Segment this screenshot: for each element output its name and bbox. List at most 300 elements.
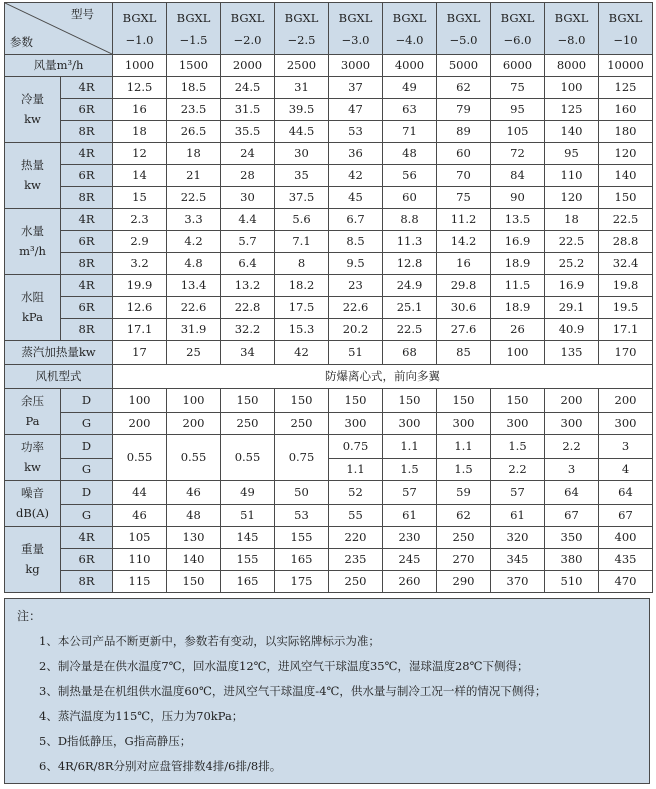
value-cell: 100 bbox=[545, 77, 599, 99]
sub-label: 6R bbox=[61, 165, 113, 187]
value-cell: 32.2 bbox=[221, 319, 275, 341]
value-cell: 0.75 bbox=[329, 435, 383, 459]
sub-label: 4R bbox=[61, 527, 113, 549]
model-header-cell bbox=[491, 3, 545, 55]
value-cell: 1.5 bbox=[491, 435, 545, 459]
model-name: BGXL −1.5 bbox=[176, 10, 211, 47]
value-cell: 34 bbox=[221, 341, 275, 365]
value-cell: 290 bbox=[437, 571, 491, 593]
table-row bbox=[5, 389, 653, 413]
value-cell: 16 bbox=[437, 253, 491, 275]
value-cell: 100 bbox=[167, 389, 221, 413]
value-cell: 44.5 bbox=[275, 121, 329, 143]
value-cell: 61 bbox=[383, 505, 437, 527]
fan-type-label: 风机型式 bbox=[5, 365, 113, 389]
value-cell: 75 bbox=[437, 187, 491, 209]
value-cell: 165 bbox=[275, 549, 329, 571]
value-cell: 57 bbox=[491, 481, 545, 505]
value-cell: 17 bbox=[113, 341, 167, 365]
model-name: BGXL −6.0 bbox=[500, 10, 535, 47]
value-cell: 46 bbox=[167, 481, 221, 505]
value-cell: 110 bbox=[113, 549, 167, 571]
sub-label: D bbox=[61, 435, 113, 459]
sub-label: 8R bbox=[61, 253, 113, 275]
value-cell: 75 bbox=[491, 77, 545, 99]
value-cell: 150 bbox=[491, 389, 545, 413]
sub-label: D bbox=[61, 481, 113, 505]
value-cell: 95 bbox=[545, 143, 599, 165]
spec-sheet bbox=[4, 2, 652, 593]
sub-label: 4R bbox=[61, 275, 113, 297]
value-cell-merged: 0.75 bbox=[275, 435, 329, 481]
value-cell: 67 bbox=[599, 505, 653, 527]
value-cell: 11.3 bbox=[383, 231, 437, 253]
value-cell: 19.8 bbox=[599, 275, 653, 297]
value-cell: 2500 bbox=[275, 55, 329, 77]
value-cell: 26 bbox=[491, 319, 545, 341]
value-cell: 18.2 bbox=[275, 275, 329, 297]
table-row bbox=[5, 275, 653, 297]
value-cell: 300 bbox=[599, 413, 653, 435]
value-cell: 13.4 bbox=[167, 275, 221, 297]
sub-label: 4R bbox=[61, 209, 113, 231]
value-cell: 22.5 bbox=[599, 209, 653, 231]
value-cell-merged: 0.55 bbox=[167, 435, 221, 481]
value-cell: 64 bbox=[545, 481, 599, 505]
value-cell: 510 bbox=[545, 571, 599, 593]
value-cell: 39.5 bbox=[275, 99, 329, 121]
value-cell: 31.5 bbox=[221, 99, 275, 121]
value-cell: 5000 bbox=[437, 55, 491, 77]
value-cell: 45 bbox=[329, 187, 383, 209]
model-name: BGXL −2.0 bbox=[230, 10, 265, 47]
table-row bbox=[5, 209, 653, 231]
value-cell: 1500 bbox=[167, 55, 221, 77]
value-cell: 16 bbox=[113, 99, 167, 121]
value-cell: 31.9 bbox=[167, 319, 221, 341]
value-cell: 67 bbox=[545, 505, 599, 527]
sub-label: 6R bbox=[61, 99, 113, 121]
value-cell-merged: 0.55 bbox=[221, 435, 275, 481]
value-cell: 27.6 bbox=[437, 319, 491, 341]
value-cell: 47 bbox=[329, 99, 383, 121]
value-cell: 8.8 bbox=[383, 209, 437, 231]
value-cell: 13.5 bbox=[491, 209, 545, 231]
value-cell: 2.2 bbox=[545, 435, 599, 459]
table-row bbox=[5, 165, 653, 187]
value-cell: 150 bbox=[275, 389, 329, 413]
water-flow-label bbox=[5, 209, 61, 275]
value-cell: 37.5 bbox=[275, 187, 329, 209]
value-cell: 37 bbox=[329, 77, 383, 99]
value-cell: 100 bbox=[491, 341, 545, 365]
value-cell: 10000 bbox=[599, 55, 653, 77]
sub-label: 6R bbox=[61, 231, 113, 253]
value-cell: 19.5 bbox=[599, 297, 653, 319]
value-cell: 56 bbox=[383, 165, 437, 187]
value-cell: 79 bbox=[437, 99, 491, 121]
value-cell: 22.5 bbox=[167, 187, 221, 209]
note-item-3: 3、制热量是在机组供水温度60℃，进风空气干球温度-4℃，供水量与制冷工况一样的情况下侧得； bbox=[39, 684, 547, 698]
value-cell: 230 bbox=[383, 527, 437, 549]
value-cell: 1000 bbox=[113, 55, 167, 77]
value-cell: 13.2 bbox=[221, 275, 275, 297]
value-cell: 46 bbox=[113, 505, 167, 527]
value-cell: 235 bbox=[329, 549, 383, 571]
value-cell: 200 bbox=[545, 389, 599, 413]
table-row bbox=[5, 413, 653, 435]
row-unit-line: Pa bbox=[25, 413, 40, 428]
value-cell: 25.1 bbox=[383, 297, 437, 319]
value-cell: 4.2 bbox=[167, 231, 221, 253]
value-cell: 300 bbox=[545, 413, 599, 435]
value-cell: 3.2 bbox=[113, 253, 167, 275]
value-cell: 110 bbox=[545, 165, 599, 187]
model-header-cell bbox=[275, 3, 329, 55]
sub-label: G bbox=[61, 505, 113, 527]
value-cell: 1.1 bbox=[329, 459, 383, 481]
value-cell: 22.5 bbox=[545, 231, 599, 253]
value-cell: 11.5 bbox=[491, 275, 545, 297]
value-cell: 62 bbox=[437, 77, 491, 99]
model-name: BGXL −5.0 bbox=[446, 10, 481, 47]
value-cell: 63 bbox=[383, 99, 437, 121]
table-row bbox=[5, 505, 653, 527]
value-cell: 250 bbox=[275, 413, 329, 435]
value-cell: 270 bbox=[437, 549, 491, 571]
value-cell: 22.6 bbox=[167, 297, 221, 319]
value-cell: 4000 bbox=[383, 55, 437, 77]
row-label-line: 重量 bbox=[21, 542, 44, 557]
value-cell: 400 bbox=[599, 527, 653, 549]
fan-type-value: 防爆离心式，前向多翼 bbox=[113, 365, 653, 389]
value-cell: 6.7 bbox=[329, 209, 383, 231]
row-label-line: 冷量 bbox=[21, 92, 44, 107]
value-cell: 150 bbox=[221, 389, 275, 413]
value-cell: 435 bbox=[599, 549, 653, 571]
value-cell: 70 bbox=[437, 165, 491, 187]
value-cell: 57 bbox=[383, 481, 437, 505]
model-name: BGXL −3.0 bbox=[338, 10, 373, 47]
value-cell: 25.2 bbox=[545, 253, 599, 275]
static-pressure-label bbox=[5, 389, 61, 435]
value-cell: 250 bbox=[329, 571, 383, 593]
model-header-cell bbox=[383, 3, 437, 55]
row-label-line: 余压 bbox=[21, 394, 44, 409]
spec-table bbox=[4, 2, 653, 593]
value-cell: 2.9 bbox=[113, 231, 167, 253]
value-cell: 470 bbox=[599, 571, 653, 593]
table-row bbox=[5, 121, 653, 143]
value-cell: 250 bbox=[221, 413, 275, 435]
model-label: 型号 bbox=[71, 7, 94, 21]
value-cell: 2000 bbox=[221, 55, 275, 77]
value-cell: 16.9 bbox=[545, 275, 599, 297]
value-cell: 345 bbox=[491, 549, 545, 571]
table-row bbox=[5, 481, 653, 505]
value-cell: 200 bbox=[167, 413, 221, 435]
value-cell: 18 bbox=[113, 121, 167, 143]
model-header-cell bbox=[167, 3, 221, 55]
value-cell: 165 bbox=[221, 571, 275, 593]
sub-label: 8R bbox=[61, 571, 113, 593]
value-cell: 18.9 bbox=[491, 297, 545, 319]
row-unit-line: kg bbox=[25, 561, 40, 576]
value-cell: 3.3 bbox=[167, 209, 221, 231]
model-name: BGXL −2.5 bbox=[284, 10, 319, 47]
value-cell: 300 bbox=[383, 413, 437, 435]
value-cell: 300 bbox=[329, 413, 383, 435]
table-row bbox=[5, 549, 653, 571]
value-cell: 40.9 bbox=[545, 319, 599, 341]
value-cell: 42 bbox=[275, 341, 329, 365]
value-cell: 350 bbox=[545, 527, 599, 549]
notes-box bbox=[4, 598, 650, 784]
value-cell: 160 bbox=[599, 99, 653, 121]
table-row bbox=[5, 3, 653, 55]
value-cell: 18.9 bbox=[491, 253, 545, 275]
notes-title: 注： bbox=[17, 609, 42, 623]
value-cell: 150 bbox=[329, 389, 383, 413]
value-cell: 8000 bbox=[545, 55, 599, 77]
value-cell: 155 bbox=[275, 527, 329, 549]
value-cell: 24 bbox=[221, 143, 275, 165]
value-cell: 140 bbox=[599, 165, 653, 187]
sub-label: G bbox=[61, 413, 113, 435]
value-cell: 28.8 bbox=[599, 231, 653, 253]
value-cell: 72 bbox=[491, 143, 545, 165]
value-cell: 380 bbox=[545, 549, 599, 571]
value-cell: 320 bbox=[491, 527, 545, 549]
value-cell: 19.9 bbox=[113, 275, 167, 297]
value-cell: 115 bbox=[113, 571, 167, 593]
value-cell: 150 bbox=[599, 187, 653, 209]
value-cell: 64 bbox=[599, 481, 653, 505]
value-cell: 21 bbox=[167, 165, 221, 187]
value-cell: 35.5 bbox=[221, 121, 275, 143]
cooling-label bbox=[5, 77, 61, 143]
value-cell: 260 bbox=[383, 571, 437, 593]
sub-label: G bbox=[61, 459, 113, 481]
value-cell: 5.7 bbox=[221, 231, 275, 253]
value-cell: 29.8 bbox=[437, 275, 491, 297]
value-cell: 61 bbox=[491, 505, 545, 527]
value-cell: 105 bbox=[113, 527, 167, 549]
value-cell: 42 bbox=[329, 165, 383, 187]
model-header-cell bbox=[329, 3, 383, 55]
value-cell: 370 bbox=[491, 571, 545, 593]
value-cell: 170 bbox=[599, 341, 653, 365]
value-cell: 12.6 bbox=[113, 297, 167, 319]
value-cell: 30.6 bbox=[437, 297, 491, 319]
note-item-5: 5、D指低静压，G指高静压； bbox=[39, 734, 192, 748]
value-cell: 250 bbox=[437, 527, 491, 549]
power-label bbox=[5, 435, 61, 481]
value-cell: 60 bbox=[383, 187, 437, 209]
row-label-line: 功率 bbox=[21, 440, 44, 455]
value-cell: 2.3 bbox=[113, 209, 167, 231]
table-row bbox=[5, 319, 653, 341]
value-cell: 18 bbox=[167, 143, 221, 165]
value-cell: 1.1 bbox=[383, 435, 437, 459]
value-cell: 16.9 bbox=[491, 231, 545, 253]
value-cell: 4.8 bbox=[167, 253, 221, 275]
value-cell: 24.5 bbox=[221, 77, 275, 99]
value-cell: 200 bbox=[599, 389, 653, 413]
value-cell: 8.5 bbox=[329, 231, 383, 253]
value-cell: 120 bbox=[599, 143, 653, 165]
value-cell: 6000 bbox=[491, 55, 545, 77]
value-cell: 95 bbox=[491, 99, 545, 121]
value-cell: 49 bbox=[221, 481, 275, 505]
noise-label bbox=[5, 481, 61, 527]
sub-label: D bbox=[61, 389, 113, 413]
value-cell: 155 bbox=[221, 549, 275, 571]
model-header-cell bbox=[545, 3, 599, 55]
table-row bbox=[5, 459, 653, 481]
airflow-label: 风量m³/h bbox=[5, 55, 113, 77]
table-row bbox=[5, 231, 653, 253]
value-cell: 125 bbox=[599, 77, 653, 99]
water-resistance-label bbox=[5, 275, 61, 341]
model-name: BGXL −8.0 bbox=[554, 10, 589, 47]
value-cell: 300 bbox=[491, 413, 545, 435]
value-cell: 200 bbox=[113, 413, 167, 435]
value-cell: 15.3 bbox=[275, 319, 329, 341]
value-cell: 5.6 bbox=[275, 209, 329, 231]
note-item-4: 4、蒸汽温度为115℃，压力为70kPa； bbox=[39, 709, 244, 723]
value-cell: 59 bbox=[437, 481, 491, 505]
table-row bbox=[5, 341, 653, 365]
value-cell: 1.5 bbox=[383, 459, 437, 481]
value-cell: 3 bbox=[599, 435, 653, 459]
value-cell: 17.5 bbox=[275, 297, 329, 319]
heating-label bbox=[5, 143, 61, 209]
model-name: BGXL −10 bbox=[608, 10, 643, 47]
value-cell: 29.1 bbox=[545, 297, 599, 319]
value-cell: 125 bbox=[545, 99, 599, 121]
value-cell: 14.2 bbox=[437, 231, 491, 253]
value-cell: 48 bbox=[167, 505, 221, 527]
table-row bbox=[5, 571, 653, 593]
row-label-line: 水阻 bbox=[21, 290, 44, 305]
value-cell: 12.8 bbox=[383, 253, 437, 275]
value-cell: 140 bbox=[167, 549, 221, 571]
param-label: 参数 bbox=[10, 34, 33, 49]
value-cell: 30 bbox=[275, 143, 329, 165]
value-cell: 20.2 bbox=[329, 319, 383, 341]
value-cell: 4 bbox=[599, 459, 653, 481]
table-row bbox=[5, 55, 653, 77]
value-cell: 23 bbox=[329, 275, 383, 297]
value-cell: 1.1 bbox=[437, 435, 491, 459]
value-cell: 12.5 bbox=[113, 77, 167, 99]
row-label-line: 噪音 bbox=[21, 486, 44, 501]
note-item-2: 2、制冷量是在供水温度7℃，回水温度12℃，进风空气干球温度35℃，湿球温度28℃下侧得； bbox=[39, 659, 529, 673]
sub-label: 8R bbox=[61, 121, 113, 143]
value-cell: 3000 bbox=[329, 55, 383, 77]
value-cell: 24.9 bbox=[383, 275, 437, 297]
model-name: BGXL −4.0 bbox=[392, 10, 427, 47]
table-row bbox=[5, 365, 653, 389]
value-cell: 8 bbox=[275, 253, 329, 275]
value-cell: 53 bbox=[329, 121, 383, 143]
value-cell: 22.8 bbox=[221, 297, 275, 319]
value-cell: 31 bbox=[275, 77, 329, 99]
value-cell: 28 bbox=[221, 165, 275, 187]
sub-label: 6R bbox=[61, 549, 113, 571]
value-cell: 11.2 bbox=[437, 209, 491, 231]
value-cell: 84 bbox=[491, 165, 545, 187]
value-cell: 150 bbox=[437, 389, 491, 413]
model-header-cell bbox=[221, 3, 275, 55]
value-cell: 175 bbox=[275, 571, 329, 593]
value-cell: 68 bbox=[383, 341, 437, 365]
table-row bbox=[5, 99, 653, 121]
sub-label: 6R bbox=[61, 297, 113, 319]
value-cell: 51 bbox=[221, 505, 275, 527]
table-row bbox=[5, 435, 653, 459]
value-cell: 49 bbox=[383, 77, 437, 99]
value-cell: 2.2 bbox=[491, 459, 545, 481]
row-unit-line: kw bbox=[24, 459, 41, 474]
value-cell: 50 bbox=[275, 481, 329, 505]
value-cell: 30 bbox=[221, 187, 275, 209]
value-cell: 25 bbox=[167, 341, 221, 365]
value-cell: 7.1 bbox=[275, 231, 329, 253]
table-row bbox=[5, 297, 653, 319]
row-unit-line: kw bbox=[24, 177, 41, 192]
value-cell: 3 bbox=[545, 459, 599, 481]
value-cell: 55 bbox=[329, 505, 383, 527]
value-cell: 17.1 bbox=[599, 319, 653, 341]
value-cell: 135 bbox=[545, 341, 599, 365]
row-unit-line: kw bbox=[24, 111, 41, 126]
row-unit-line: dB(A) bbox=[15, 505, 50, 520]
value-cell: 6.4 bbox=[221, 253, 275, 275]
table-row bbox=[5, 527, 653, 549]
note-item-6: 6、4R/6R/8R分别对应盘管排数4排/6排/8排。 bbox=[39, 759, 282, 773]
value-cell: 180 bbox=[599, 121, 653, 143]
value-cell: 105 bbox=[491, 121, 545, 143]
value-cell: 62 bbox=[437, 505, 491, 527]
value-cell: 36 bbox=[329, 143, 383, 165]
value-cell: 120 bbox=[545, 187, 599, 209]
sub-label: 4R bbox=[61, 77, 113, 99]
value-cell: 4.4 bbox=[221, 209, 275, 231]
note-item-1: 1、本公司产品不断更新中，参数若有变动，以实际铭牌标示为准； bbox=[39, 634, 380, 648]
value-cell: 89 bbox=[437, 121, 491, 143]
value-cell: 60 bbox=[437, 143, 491, 165]
value-cell: 44 bbox=[113, 481, 167, 505]
sub-label: 8R bbox=[61, 187, 113, 209]
value-cell: 12 bbox=[113, 143, 167, 165]
value-cell: 245 bbox=[383, 549, 437, 571]
weight-label bbox=[5, 527, 61, 593]
value-cell: 18 bbox=[545, 209, 599, 231]
value-cell: 145 bbox=[221, 527, 275, 549]
value-cell: 9.5 bbox=[329, 253, 383, 275]
model-header-cell bbox=[437, 3, 491, 55]
value-cell: 90 bbox=[491, 187, 545, 209]
value-cell-merged: 0.55 bbox=[113, 435, 167, 481]
table-row bbox=[5, 187, 653, 209]
value-cell: 100 bbox=[113, 389, 167, 413]
sub-label: 8R bbox=[61, 319, 113, 341]
value-cell: 300 bbox=[437, 413, 491, 435]
value-cell: 140 bbox=[545, 121, 599, 143]
model-header-cell bbox=[599, 3, 653, 55]
